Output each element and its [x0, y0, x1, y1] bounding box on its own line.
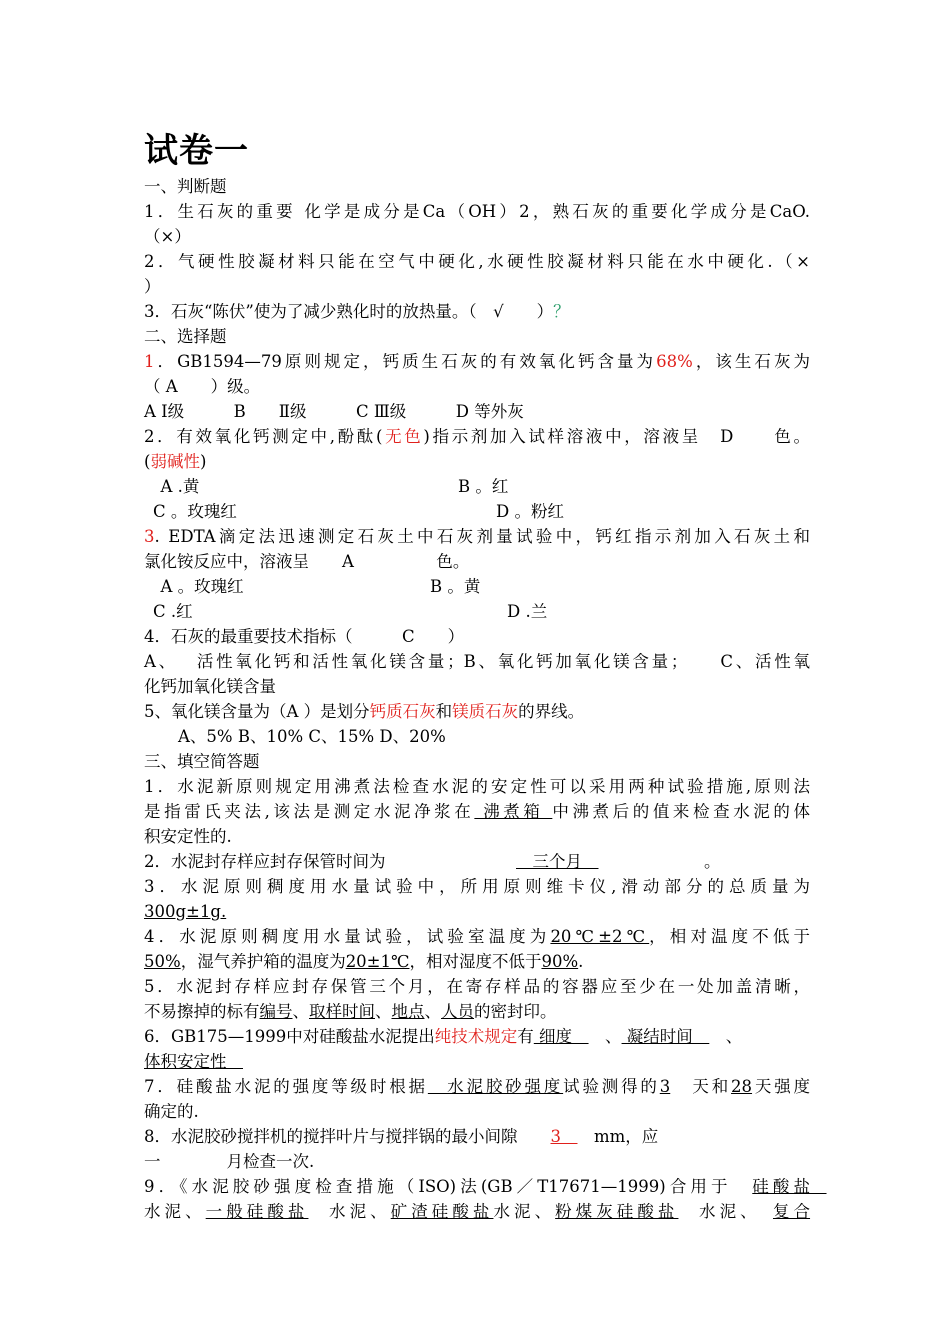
judgment-q3-text: 3．石灰“陈伏”使为了减少熟化时的放热量。（ √ ） — [144, 302, 554, 321]
fill-q5-blank-time: 取样时间 — [309, 1002, 375, 1021]
fill-q9-text-5: 水泥、 — [678, 1202, 773, 1221]
fill-q6-text: 6．GB175—1999中对硅酸盐水泥提出 — [144, 1027, 435, 1046]
fill-q8-text-end: mm，应 — [577, 1127, 659, 1146]
fill-q9-text: 9．《水泥胶砂强度检查措施（ISO)法(GB／T17671—1999)合用于 — [144, 1177, 753, 1196]
fill-q7-blank-test: 水泥胶砂强度 — [427, 1077, 564, 1096]
choice-q3-options-row2 — [144, 599, 810, 624]
question-mark: ？ — [553, 302, 570, 321]
fill-q9-line1 — [144, 1174, 827, 1199]
section-heading-choice: 二、选择题 — [144, 327, 227, 346]
choice-q3-option-a: A 。玫瑰红 — [144, 577, 244, 596]
choice-q5-red-magnesium: 镁质石灰 — [452, 702, 519, 721]
choice-q1-percent: 68% — [656, 352, 693, 371]
choice-q3-line2: 氯化铵反应中，溶液呈 A 色。 — [144, 552, 470, 571]
choice-q5-text: 5、氧化镁含量为（A ）是划分 — [144, 702, 370, 721]
choice-q2-red-alkaline: 弱碱性 — [150, 452, 200, 471]
fill-q4-end: . — [578, 952, 584, 971]
choice-q1-line2: （ A ）级。 — [144, 377, 261, 396]
fill-q8-line1 — [144, 1124, 810, 1149]
fill-q9-blank-silicate: 硅酸盐 — [752, 1177, 827, 1196]
fill-q6-blank-fineness: 细度 — [533, 1027, 589, 1046]
choice-q2-paren-open: ( — [144, 452, 151, 471]
choice-q3-line1 — [144, 524, 810, 549]
fill-q7-text-3: 天和 — [670, 1077, 732, 1096]
fill-q6-has: 有 — [517, 1027, 534, 1046]
fill-q5-sep-1: 、 — [292, 1002, 309, 1021]
choice-q2-red-colorless: 无色 — [382, 427, 424, 446]
fill-q6-sep-2: 、 — [709, 1027, 743, 1046]
choice-q5-text-end: 的界线。 — [518, 702, 585, 721]
choice-q2-option-d: D 。粉红 — [496, 502, 564, 521]
choice-q3-option-c: C .红 — [153, 602, 193, 621]
fill-q1-line1: 1．水泥新原则规定用沸煮法检查水泥的安定性可以采用两种试验措施,原则法 — [144, 777, 810, 796]
fill-q9-blank-slag: 矿渣硅酸盐 — [390, 1202, 494, 1221]
fill-q7-blank-28: 28 — [731, 1077, 753, 1096]
choice-q5-options: A、5% B、10% C、15% D、20% — [178, 727, 446, 746]
choice-q1-text: ．GB1594—79原则规定，钙质生石灰的有效氧化钙含量为 — [154, 352, 657, 371]
fill-q7-line1 — [144, 1074, 810, 1099]
choice-q2-line2 — [144, 449, 810, 474]
choice-q2-text: 2．有效氧化钙测定中,酚酞( — [144, 427, 383, 446]
judgment-q3 — [144, 299, 810, 324]
fill-q9-blank-composite: 复合 — [772, 1202, 811, 1221]
fill-q4-text-3: ，相对湿度不低于 — [409, 952, 542, 971]
fill-q5-line1: 5．水泥封存样应封存保管三个月，在寄存样品的容器应至少在一处加盖清晰， — [144, 977, 810, 996]
choice-q4-line3: 化钙加氧化镁含量 — [144, 677, 276, 696]
document-title: 试卷一 — [144, 131, 249, 171]
fill-q8-line2: 一 月检查一次. — [144, 1152, 315, 1171]
fill-q7-text: 7．硅酸盐水泥的强度等级时根据 — [144, 1077, 428, 1096]
choice-q2-option-c: C 。玫瑰红 — [153, 502, 237, 521]
fill-q2 — [144, 849, 810, 874]
fill-q2-blank: 三个月 — [516, 852, 599, 871]
fill-q6-line2 — [144, 1049, 810, 1074]
fill-q5-blank-place: 地点 — [391, 1002, 425, 1021]
choice-q1-number: 1 — [144, 352, 155, 371]
choice-q3-text: . EDTA滴定法迅速测定石灰土中石灰剂量试验中，钙红指示剂加入石灰土和 — [154, 527, 810, 546]
fill-q1-line2 — [144, 799, 810, 824]
fill-q2-end: 。 — [704, 852, 721, 871]
fill-q3-line2 — [144, 899, 810, 924]
choice-q2-text-end: )指示剂加入试样溶液中，溶液呈 D 色。 — [423, 427, 810, 446]
choice-q2-option-b: B 。红 — [458, 477, 509, 496]
choice-q3-option-d: D .兰 — [507, 602, 548, 621]
fill-q4-line1 — [144, 924, 810, 949]
fill-q1-text: 是指雷氏夹法,该法是测定水泥净浆在 — [144, 802, 475, 821]
judgment-q1-line1: 1．生石灰的重要 化学是成分是Ca（OH）2，熟石灰的重要化学成分是CaO. — [144, 202, 810, 221]
choice-q2-paren-close: ) — [199, 452, 207, 471]
fill-q1-text-end: 中沸煮后的值来检查水泥的体 — [552, 802, 810, 821]
fill-q5-sep-3: 、 — [424, 1002, 441, 1021]
fill-q9-blank-ordinary: 一般硅酸盐 — [205, 1202, 309, 1221]
fill-q9-text-3: 水泥、 — [308, 1202, 391, 1221]
fill-q5-blank-number: 编号 — [259, 1002, 293, 1021]
fill-q4-blank-box-temp: 20±1℃ — [345, 952, 410, 971]
judgment-q2-line2: ） — [144, 277, 161, 296]
judgment-q1-line2: （×） — [144, 227, 191, 246]
fill-q3-blank: 300g±1g. — [144, 902, 227, 921]
choice-q5-and: 和 — [435, 702, 453, 721]
choice-q5-red-calcium: 钙质石灰 — [369, 702, 436, 721]
fill-q1-line3: 积安定性的. — [144, 827, 232, 846]
fill-q9-text-4: 水泥、 — [493, 1202, 556, 1221]
section-heading-judgment: 一、判断题 — [144, 177, 227, 196]
choice-q3-number: 3 — [144, 527, 155, 546]
fill-q6-line1 — [144, 1024, 810, 1049]
choice-q1-options: A Ⅰ级 B Ⅱ级 C Ⅲ级 D 等外灰 — [144, 402, 524, 421]
fill-q6-blank-soundness: 体积安定性 — [144, 1052, 243, 1071]
fill-q7-text-4: 天强度 — [752, 1077, 811, 1096]
fill-q9-text-2: 水泥、 — [144, 1202, 206, 1221]
choice-q2-options-row1 — [144, 474, 810, 499]
fill-q5-blank-person: 人员 — [441, 1002, 474, 1021]
fill-q5-end: 的密封印。 — [474, 1002, 557, 1021]
fill-q5-line2 — [144, 999, 810, 1024]
fill-q7-blank-3: 3 — [659, 1077, 671, 1096]
fill-q2-text: 2．水泥封存样应封存保管时间为 — [144, 852, 386, 871]
judgment-q2-line1: 2．气硬性胶凝材料只能在空气中硬化,水硬性胶凝材料只能在水中硬化.（× — [144, 252, 810, 271]
fill-q5-text: 不易擦掉的标有 — [144, 1002, 260, 1021]
choice-q3-option-b: B 。黄 — [430, 577, 481, 596]
fill-q5-sep-2: 、 — [375, 1002, 392, 1021]
fill-q7-line2: 确定的. — [144, 1102, 199, 1121]
fill-q7-text-2: 试验测得的 — [563, 1077, 660, 1096]
fill-q9-blank-flyash: 粉煤灰硅酸盐 — [555, 1202, 679, 1221]
fill-q4-blank-box-humidity: 90% — [541, 952, 579, 971]
choice-q1-text-end: ，该生石灰为 — [692, 352, 810, 371]
fill-q6-sep-1: 、 — [588, 1027, 622, 1046]
fill-q6-red-tech: 纯技术规定 — [434, 1027, 518, 1046]
choice-q4-line2: A、 活性氧化钙和活性氧化镁含量；B、氧化钙加氧化镁含量； C、活性氧 — [144, 652, 810, 671]
section-heading-fill: 三、填空简答题 — [144, 752, 260, 771]
fill-q4-text-mid: ，相对温度不低于 — [649, 927, 811, 946]
fill-q8-text: 8．水泥胶砂搅拌机的搅拌叶片与搅拌锅的最小间隙 — [144, 1127, 551, 1146]
fill-q4-blank-temp: 20℃±2℃ — [550, 927, 650, 946]
fill-q3-line1: 3．水泥原则稠度用水量试验中，所用原则维卡仪,滑动部分的总质量为 — [144, 877, 810, 896]
fill-q8-blank-gap: 3 — [550, 1127, 578, 1146]
choice-q2-option-a: A .黄 — [144, 477, 200, 496]
choice-q2-line1 — [144, 424, 810, 449]
choice-q5-line1 — [144, 699, 810, 724]
fill-q4-text-2: ，湿气养护箱的温度为 — [180, 952, 346, 971]
choice-q1-line1 — [144, 349, 810, 374]
fill-q4-blank-humidity: 50% — [144, 952, 181, 971]
document-page — [144, 128, 827, 1224]
choice-q3-options-row1 — [144, 574, 810, 599]
fill-q9-line2 — [144, 1199, 810, 1224]
fill-q4-text: 4．水泥原则稠度用水量试验，试验室温度为 — [144, 927, 551, 946]
choice-q4-line1: 4．石灰的最重要技术指标（ C ） — [144, 627, 465, 646]
fill-q1-blank: 沸煮箱 — [474, 802, 553, 821]
fill-q6-blank-setting: 凝结时间 — [621, 1027, 710, 1046]
fill-q4-line2 — [144, 949, 810, 974]
choice-q2-options-row2 — [144, 499, 810, 524]
